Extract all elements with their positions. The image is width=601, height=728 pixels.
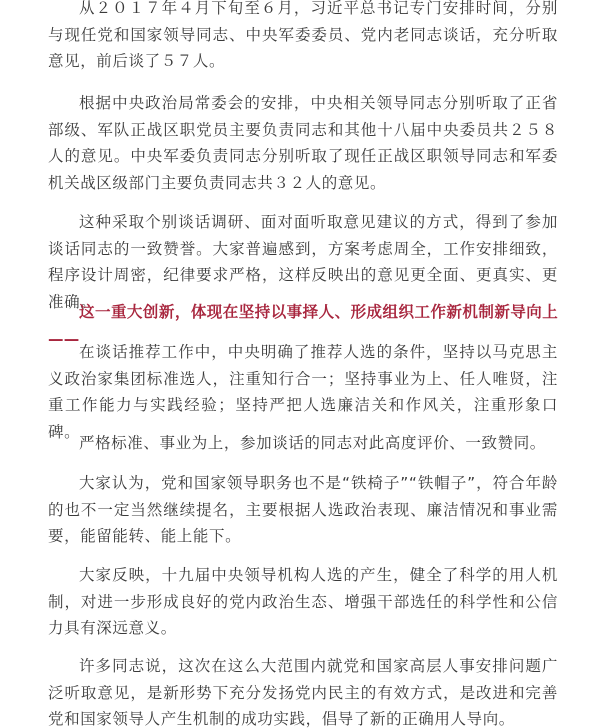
paragraph-talks-overview: 从２０１７年４月下旬至６月，习近平总书记专门安排时间，分别与现任党和国家领导同志、中央军委委员、党内老同志谈话，充分听取意见，前后谈了５７人。 (48, 0, 558, 70)
paragraph-inner-party-democracy: 许多同志说，这次在这么大范围内就党和国家高层人事安排问题广泛听取意见，是新形势下充分发扬党内民主的有效方式，是改进和完善党和国家领导人产生机制的成功实践，倡导了新的正确用人导向。 (48, 657, 558, 728)
paragraph-scientific-mechanism: 大家反映，十九届中央领导机构人选的产生，健全了科学的用人机制，对进一步形成良好的党内政治生态、增强干部选任的科学性和公信力具有深远意义。 (48, 566, 558, 637)
paragraph-strict-standards: 严格标准、事业为上，参加谈话的同志对此高度评价、一致赞同。 (79, 434, 546, 452)
highlight-heading: 这一重大创新，体现在坚持以事择人、形成组织工作新机制新导向上—— (48, 303, 558, 348)
paragraph-no-iron-chair: 大家认为，党和国家领导职务也不是“铁椅子”“铁帽子”，符合年龄的也不一定当然继续提名，主要根据人选政治表现、廉洁情况和事业需要，能留能转、能上能下。 (48, 474, 558, 545)
paragraph-recommendation-criteria: 在谈话推荐工作中，中央明确了推荐人选的条件，坚持以马克思主义政治家集团标准选人，注重知行合一；坚持事业为上、任人唯贤，注重工作能力与实践经验；坚持严把人选廉洁关和作风关，注重形象口碑。 (48, 343, 558, 441)
paragraph-opinions-collected: 根据中央政治局常委会的安排，中央相关领导同志分别听取了正省部级、军队正战区职党员主要负责同志和其他十八届中央委员共２５８人的意见。中央军委负责同志分别听取了现任正战区职领导同志和军委机关战区级部门主要负责同志共３２人的意见。 (48, 94, 558, 192)
paragraph-method-praised: 这种采取个别谈话调研、面对面听取意见建议的方式，得到了参加谈话同志的一致赞誉。大家普遍感到，方案考虑周全，工作安排细致，程序设计周密，纪律要求严格，这样反映出的意见更全面、更真实、更准确。 (48, 213, 558, 311)
